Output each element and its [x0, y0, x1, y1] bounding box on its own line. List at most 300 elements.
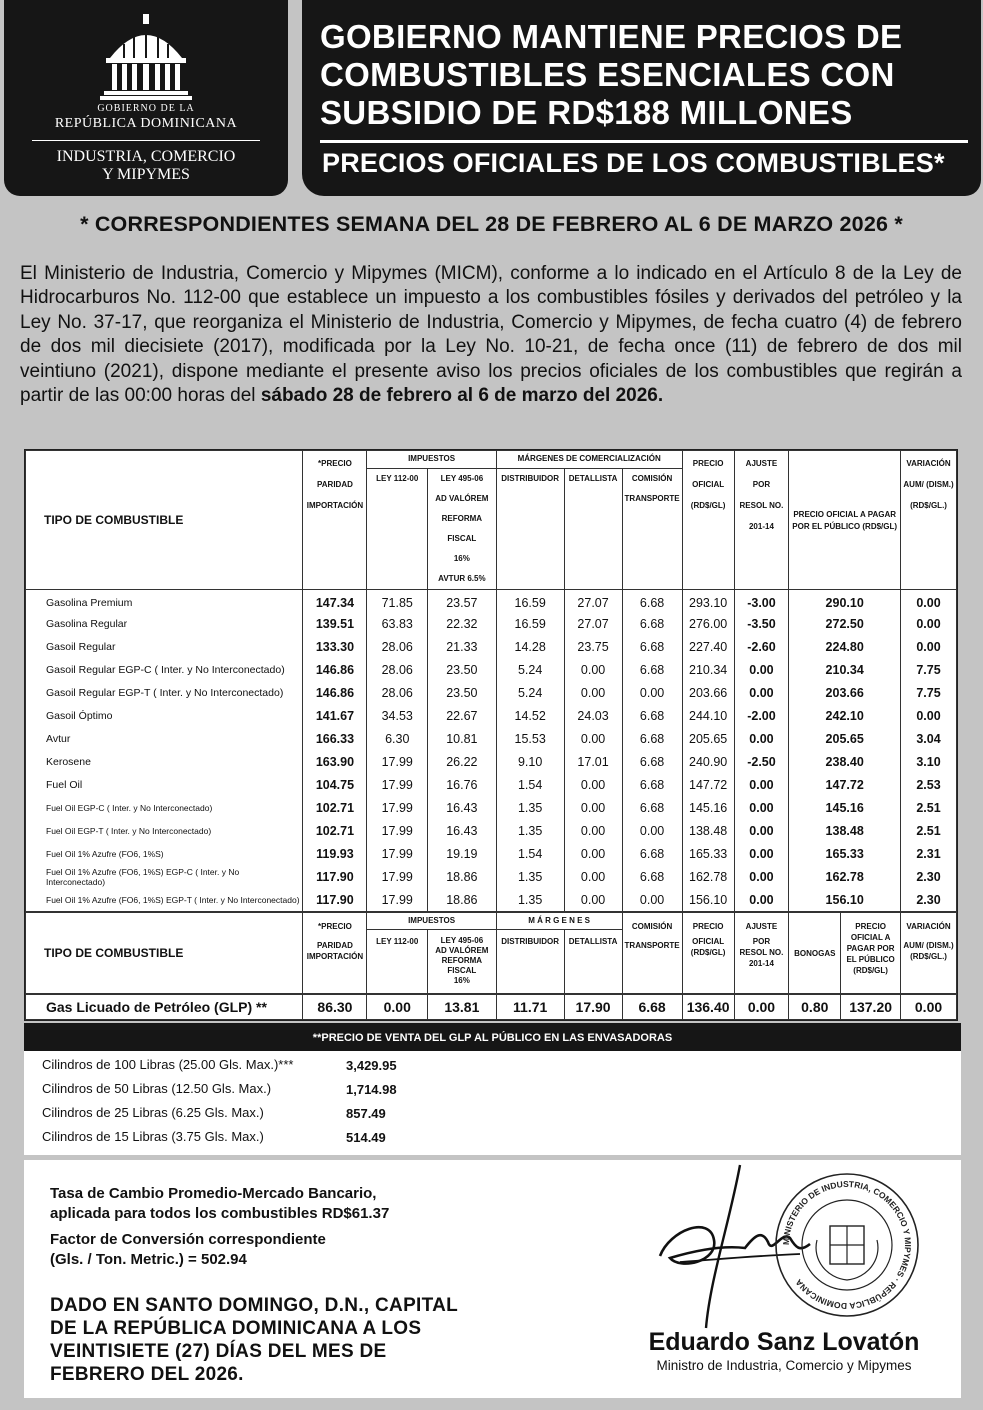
glp-col-header-variacion-line3: (RD$/GL.) [910, 951, 947, 961]
glp-ley112: 0.00 [367, 994, 428, 1020]
cell-oficial: 147.72 [682, 774, 734, 797]
glp-col-header-ajuste-line1: AJUSTE [745, 921, 778, 931]
cell-paridad: 117.90 [303, 866, 367, 889]
headline-divider [320, 140, 968, 143]
conversion-factor-line1: Factor de Conversión correspondiente [50, 1231, 326, 1248]
cell-detallista: 0.00 [564, 682, 622, 705]
fuel-price-table [24, 449, 958, 1021]
table-row [26, 774, 957, 797]
cell-ley495: 23.50 [428, 659, 497, 682]
cell-ley495: 18.86 [428, 889, 497, 912]
table-row [26, 820, 957, 843]
cell-detallista: 0.00 [564, 820, 622, 843]
fuel-name: Gasoil Óptimo [26, 705, 303, 728]
table-row [26, 590, 957, 613]
cell-detallista: 0.00 [564, 774, 622, 797]
cell-distribuidor: 9.10 [496, 751, 564, 774]
cell-variacion: 2.30 [901, 866, 957, 889]
col-header-ajuste-line1: AJUSTE [745, 459, 778, 468]
cell-detallista: 27.07 [564, 590, 622, 613]
fuel-name: Fuel Oil 1% Azufre (FO6, 1%S) [26, 843, 303, 866]
col-header-comision-line1: COMISIÓN [631, 474, 673, 483]
glp-col-header-margenes: M Á R G E N E S [496, 912, 622, 930]
cell-comision: 6.68 [622, 590, 682, 613]
conversion-factor-note [50, 1230, 326, 1270]
cell-paridad: 166.33 [303, 728, 367, 751]
glp-ajuste: 0.00 [734, 994, 789, 1020]
cell-comision: 0.00 [622, 889, 682, 912]
cell-publico: 272.50 [789, 613, 901, 636]
issued-line2: DE LA REPÚBLICA DOMINICANA A LOS [50, 1318, 422, 1339]
cell-detallista: 23.75 [564, 636, 622, 659]
cylinder-price-box [24, 1023, 961, 1155]
cell-oficial: 138.48 [682, 820, 734, 843]
cell-publico: 156.10 [789, 889, 901, 912]
cell-distribuidor: 1.54 [496, 774, 564, 797]
cell-ajuste: 0.00 [734, 659, 789, 682]
col-header-impuestos: IMPUESTOS [367, 451, 496, 469]
fuel-name: Fuel Oil 1% Azufre (FO6, 1%S) EGP-T ( Inter. y No Interconectado) [26, 889, 303, 912]
cell-oficial: 293.10 [682, 590, 734, 613]
col-header-detallista: DETALLISTA [564, 469, 622, 590]
cell-variacion: 0.00 [901, 636, 957, 659]
cell-ley112: 28.06 [367, 636, 428, 659]
cell-paridad: 139.51 [303, 613, 367, 636]
fuel-name: Fuel Oil EGP-T ( Inter. y No Interconectado) [26, 820, 303, 843]
glp-row [26, 994, 957, 1020]
cell-paridad: 133.30 [303, 636, 367, 659]
cell-ley112: 17.99 [367, 866, 428, 889]
cell-publico: 290.10 [789, 590, 901, 613]
cell-publico: 238.40 [789, 751, 901, 774]
cell-detallista: 0.00 [564, 659, 622, 682]
cylinder-list [24, 1051, 961, 1155]
fuel-name: Kerosene [26, 751, 303, 774]
cell-publico: 210.34 [789, 659, 901, 682]
fuel-name: Fuel Oil EGP-C ( Inter. y No Interconectado) [26, 797, 303, 820]
cell-ley112: 17.99 [367, 889, 428, 912]
fuel-name: Gasolina Premium [26, 590, 303, 613]
cell-publico: 203.66 [789, 682, 901, 705]
cell-distribuidor: 5.24 [496, 659, 564, 682]
exchange-rate-line1: Tasa de Cambio Promedio-Mercado Bancario, [50, 1185, 377, 1202]
signer-role: Ministro de Industria, Comercio y Mipymes [656, 1358, 912, 1373]
subtitle: PRECIOS OFICIALES DE LOS COMBUSTIBLES* [322, 148, 945, 178]
glp-col-header-ley495-line5: 16% [453, 976, 470, 985]
cell-distribuidor: 1.35 [496, 866, 564, 889]
cylinder-label: Cilindros de 50 Libras (12.50 Gls. Max.) [42, 1081, 272, 1096]
cell-paridad: 147.34 [303, 590, 367, 613]
list-item [24, 1099, 961, 1123]
glp-col-header-ley495-line3: REFORMA [441, 956, 483, 965]
glp-comision: 6.68 [622, 994, 682, 1020]
cell-ley495: 19.19 [428, 843, 497, 866]
cell-paridad: 119.93 [303, 843, 367, 866]
cell-oficial: 244.10 [682, 705, 734, 728]
glp-col-header-paridad-line3: IMPORTACIÓN [306, 951, 364, 961]
cell-distribuidor: 1.35 [496, 797, 564, 820]
col-header-ajuste [734, 451, 789, 590]
cell-comision: 6.68 [622, 866, 682, 889]
cell-paridad: 104.75 [303, 774, 367, 797]
cell-ajuste: 0.00 [734, 797, 789, 820]
cell-publico: 242.10 [789, 705, 901, 728]
cell-variacion: 2.30 [901, 889, 957, 912]
cell-ajuste: 0.00 [734, 774, 789, 797]
fuel-name: Gasoil Regular [26, 636, 303, 659]
cell-variacion: 7.75 [901, 659, 957, 682]
glp-col-header-variacion-line2: AUM/ (DISM.) [903, 940, 954, 950]
glp-distribuidor: 11.71 [496, 994, 564, 1020]
cell-paridad: 163.90 [303, 751, 367, 774]
headline [320, 18, 970, 132]
week-banner: * CORRESPONDIENTES SEMANA DEL 28 DE FEBRERO AL 6 DE MARZO 2026 * [80, 212, 903, 236]
col-header-oficial-line2: OFICIAL [692, 480, 725, 489]
cell-publico: 165.33 [789, 843, 901, 866]
cell-ley112: 34.53 [367, 705, 428, 728]
cell-ley495: 16.43 [428, 820, 497, 843]
signer-name: Eduardo Sanz Lovatón [648, 1328, 920, 1356]
list-item [24, 1075, 961, 1099]
ministry-label-line1: INDUSTRIA, COMERCIO [56, 148, 236, 165]
cell-distribuidor: 1.54 [496, 843, 564, 866]
glp-col-header-variacion [901, 912, 957, 994]
cell-variacion: 0.00 [901, 590, 957, 613]
cell-ley112: 17.99 [367, 751, 428, 774]
table-row [26, 866, 957, 889]
glp-col-header-oficial-line3: (RD$/GL) [690, 947, 726, 957]
cell-oficial: 145.16 [682, 797, 734, 820]
glp-col-header-ley495-line4: FISCAL [447, 966, 477, 975]
glp-col-header-paridad [303, 912, 367, 994]
glp-col-header-paridad-line1: *PRECIO [318, 921, 352, 931]
exchange-rate-line2: aplicada para todos los combustibles RD$61.37 [50, 1205, 390, 1222]
cell-publico: 145.16 [789, 797, 901, 820]
headline-line3: SUBSIDIO DE RD$188 MILLONES [320, 94, 853, 131]
cylinder-label: Cilindros de 100 Libras (25.00 Gls. Max.)*** [42, 1057, 294, 1072]
cylinder-price: 514.49 [346, 1130, 386, 1145]
cell-oficial: 240.90 [682, 751, 734, 774]
glp-col-header-paridad-line2: PARIDAD [317, 940, 353, 950]
cell-comision: 6.68 [622, 774, 682, 797]
glp-col-header-distribuidor: DISTRIBUIDOR [496, 930, 564, 994]
intro-text: El Ministerio de Industria, Comercio y Mipymes (MICM), conforme a lo indicado en el Artículo 8 de la Ley de Hidrocarburos No. 112-00 que establece un impuesto a los combustibles fósiles y derivados del petróleo y la Ley No. 37-17, que reorganiza el Ministerio de Industria, Comercio y Mipymes, de fecha cuatro (4) de febrero de dos mil diecisiete (2017), modificada por la Ley No. 10-21, de fecha once (11) de febrero de dos mil veintiuno (2021), dispone mediante el presente aviso los precios oficiales de los combustibles que regirán a partir de las 00:00 horas del [20, 263, 962, 407]
glp-col-header-bonogas: BONOGAS [789, 912, 841, 994]
cell-oficial: 162.78 [682, 866, 734, 889]
table-row [26, 889, 957, 912]
col-header-variacion-line2: AUM/ (DISM.) [903, 480, 954, 489]
cell-paridad: 146.86 [303, 682, 367, 705]
cell-detallista: 0.00 [564, 889, 622, 912]
cell-ley495: 16.43 [428, 797, 497, 820]
glp-bonogas: 0.80 [789, 994, 841, 1020]
cell-publico: 162.78 [789, 866, 901, 889]
col-header-paridad-line1: *PRECIO [318, 459, 352, 468]
issued-line1: DADO EN SANTO DOMINGO, D.N., CAPITAL [50, 1295, 459, 1316]
glp-col-header-variacion-line1: VARIACIÓN [906, 921, 951, 931]
col-header-variacion [901, 451, 957, 590]
col-header-paridad [303, 451, 367, 590]
cell-publico: 205.65 [789, 728, 901, 751]
cell-distribuidor: 1.35 [496, 889, 564, 912]
conversion-factor-line2: (Gls. / Ton. Metric.) = 502.94 [50, 1251, 247, 1268]
cell-ajuste: -2.00 [734, 705, 789, 728]
glp-col-header-comision [622, 912, 682, 994]
cell-detallista: 17.01 [564, 751, 622, 774]
cell-comision: 6.68 [622, 636, 682, 659]
cell-paridad: 141.67 [303, 705, 367, 728]
headline-line2: COMBUSTIBLES ESENCIALES CON [320, 56, 895, 93]
glp-col-header-ley495-line1: LEY 495-06 [440, 936, 484, 945]
cell-variacion: 3.10 [901, 751, 957, 774]
table-row [26, 613, 957, 636]
header [0, 0, 983, 200]
cylinder-price: 3,429.95 [346, 1058, 397, 1073]
cell-ley112: 6.30 [367, 728, 428, 751]
issued-statement [50, 1294, 550, 1386]
ministry-seal-icon [772, 1170, 922, 1320]
cell-distribuidor: 16.59 [496, 590, 564, 613]
cell-ley495: 22.67 [428, 705, 497, 728]
cell-ley112: 28.06 [367, 659, 428, 682]
cell-ajuste: -2.50 [734, 751, 789, 774]
cell-oficial: 227.40 [682, 636, 734, 659]
logo-panel [4, 0, 288, 196]
col-header-publico: PRECIO OFICIAL A PAGAR POR EL PÚBLICO (RD$/GL) [789, 451, 901, 590]
cell-distribuidor: 14.28 [496, 636, 564, 659]
glp-col-header-ley495-line2: AD VALÓREM [435, 946, 489, 955]
palace-dome-icon [100, 14, 192, 102]
footer [24, 1160, 961, 1398]
col-header-margenes: MÁRGENES DE COMERCIALIZACIÓN [496, 451, 682, 469]
glp-col-header-publico-line4: EL PÚBLICO [846, 954, 895, 964]
intro-bold-date: sábado 28 de febrero al 6 de marzo del 2026. [260, 385, 664, 407]
glp-detallista: 17.90 [564, 994, 622, 1020]
cylinder-label: Cilindros de 25 Libras (6.25 Gls. Max.) [42, 1105, 264, 1120]
glp-publico: 137.20 [841, 994, 901, 1020]
cell-publico: 147.72 [789, 774, 901, 797]
cell-detallista: 27.07 [564, 613, 622, 636]
cell-variacion: 2.51 [901, 820, 957, 843]
col-header-comision-line2: TRANSPORTE [624, 494, 680, 503]
col-header-ley112: LEY 112-00 [367, 469, 428, 590]
cell-ley112: 71.85 [367, 590, 428, 613]
col-header-ley495 [428, 469, 497, 590]
cell-publico: 224.80 [789, 636, 901, 659]
cell-ley112: 28.06 [367, 682, 428, 705]
cell-detallista: 0.00 [564, 866, 622, 889]
cell-comision: 6.68 [622, 613, 682, 636]
table-row [26, 636, 957, 659]
col-header-ajuste-line2: POR [752, 480, 771, 489]
cell-ajuste: 0.00 [734, 843, 789, 866]
glp-oficial: 136.40 [682, 994, 734, 1020]
table-row [26, 659, 957, 682]
glp-col-header-ajuste-line2: POR [752, 936, 771, 946]
glp-col-header-publico-line5: (RD$/GL) [853, 965, 888, 975]
cell-paridad: 102.71 [303, 820, 367, 843]
cylinder-title: **PRECIO DE VENTA DEL GLP AL PÚBLICO EN LAS ENVASADORAS [24, 1023, 961, 1051]
exchange-rate-note [50, 1184, 389, 1224]
glp-col-header-oficial [682, 912, 734, 994]
headline-line1: GOBIERNO MANTIENE PRECIOS DE [320, 18, 903, 55]
col-header-ley495-line1: LEY 495-06 [440, 474, 484, 483]
col-header-variacion-line3: (RD$/GL.) [910, 501, 947, 510]
cell-distribuidor: 14.52 [496, 705, 564, 728]
cell-ley495: 26.22 [428, 751, 497, 774]
issued-line4: FEBRERO DEL 2026. [50, 1364, 244, 1385]
fuel-name: Gasolina Regular [26, 613, 303, 636]
glp-paridad: 86.30 [303, 994, 367, 1020]
cell-distribuidor: 5.24 [496, 682, 564, 705]
headline-panel [302, 0, 981, 196]
glp-col-header-ley112: LEY 112-00 [367, 930, 428, 994]
glp-col-header-ajuste [734, 912, 789, 994]
ministry-label-line2: Y MIPYMES [102, 166, 190, 183]
cell-variacion: 2.51 [901, 797, 957, 820]
cell-paridad: 146.86 [303, 659, 367, 682]
cell-ajuste: 0.00 [734, 820, 789, 843]
table-row [26, 751, 957, 774]
cell-comision: 6.68 [622, 751, 682, 774]
cell-comision: 6.68 [622, 659, 682, 682]
cell-detallista: 24.03 [564, 705, 622, 728]
glp-col-header-detallista: DETALLISTA [564, 930, 622, 994]
cell-distribuidor: 15.53 [496, 728, 564, 751]
cell-ajuste: 0.00 [734, 682, 789, 705]
col-header-ley495-line5: AVTUR 6.5% [438, 574, 486, 583]
cell-comision: 6.68 [622, 705, 682, 728]
table-row [26, 797, 957, 820]
cell-ley495: 18.86 [428, 866, 497, 889]
col-header-ajuste-line3: RESOL NO. [739, 501, 784, 510]
col-header-oficial-line3: (RD$/GL) [690, 501, 726, 510]
fuel-name: Fuel Oil [26, 774, 303, 797]
logo-divider [32, 140, 260, 141]
cell-ley495: 23.50 [428, 682, 497, 705]
cell-oficial: 210.34 [682, 659, 734, 682]
cell-variacion: 7.75 [901, 682, 957, 705]
col-header-tipo: TIPO DE COMBUSTIBLE [26, 451, 303, 590]
cylinder-label: Cilindros de 15 Libras (3.75 Gls. Max.) [42, 1129, 264, 1144]
cell-comision: 6.68 [622, 797, 682, 820]
government-label-line1: GOBIERNO DE LA [97, 103, 195, 114]
cell-distribuidor: 1.35 [496, 820, 564, 843]
glp-variacion: 0.00 [901, 994, 957, 1020]
glp-col-header-publico-line3: PAGAR POR [846, 943, 895, 953]
cell-ley112: 17.99 [367, 774, 428, 797]
intro-paragraph [20, 262, 962, 408]
cell-publico: 138.48 [789, 820, 901, 843]
glp-ley495: 13.81 [428, 994, 497, 1020]
glp-col-header-ley495 [428, 930, 497, 994]
glp-col-header-oficial-line1: PRECIO [692, 921, 724, 931]
glp-col-header-publico [841, 912, 901, 994]
cell-ley112: 17.99 [367, 797, 428, 820]
table-row [26, 682, 957, 705]
col-header-distribuidor: DISTRIBUIDOR [496, 469, 564, 590]
cell-ley495: 10.81 [428, 728, 497, 751]
glp-col-header-ajuste-line4: 201-14 [748, 958, 774, 968]
cell-detallista: 0.00 [564, 843, 622, 866]
cell-ajuste: -3.50 [734, 613, 789, 636]
glp-col-header-tipo: TIPO DE COMBUSTIBLE [26, 912, 303, 994]
cell-ley112: 17.99 [367, 820, 428, 843]
cell-oficial: 156.10 [682, 889, 734, 912]
cell-variacion: 3.04 [901, 728, 957, 751]
cell-variacion: 2.53 [901, 774, 957, 797]
cell-ajuste: -3.00 [734, 590, 789, 613]
fuel-name: Avtur [26, 728, 303, 751]
cell-ajuste: 0.00 [734, 889, 789, 912]
cell-oficial: 276.00 [682, 613, 734, 636]
cell-paridad: 102.71 [303, 797, 367, 820]
fuel-name: Fuel Oil 1% Azufre (FO6, 1%S) EGP-C ( Inter. y No Interconectado) [26, 866, 303, 889]
cylinder-price: 1,714.98 [346, 1082, 397, 1097]
cell-ley112: 63.83 [367, 613, 428, 636]
glp-col-header-oficial-line2: OFICIAL [692, 936, 725, 946]
glp-col-header-comision-line2: TRANSPORTE [624, 940, 680, 950]
col-header-ley495-line4: 16% [453, 554, 470, 563]
fuel-name: Gasoil Regular EGP-T ( Inter. y No Interconectado) [26, 682, 303, 705]
cell-ajuste: 0.00 [734, 866, 789, 889]
cell-comision: 6.68 [622, 843, 682, 866]
cell-oficial: 205.65 [682, 728, 734, 751]
cell-detallista: 0.00 [564, 797, 622, 820]
col-header-ley495-line2: AD VALÓREM [435, 494, 489, 503]
glp-col-header-impuestos: IMPUESTOS [367, 912, 496, 930]
col-header-paridad-line3: IMPORTACIÓN [306, 501, 364, 510]
cell-variacion: 2.31 [901, 843, 957, 866]
cell-ley112: 17.99 [367, 843, 428, 866]
cell-paridad: 117.90 [303, 889, 367, 912]
table-row [26, 843, 957, 866]
list-item [24, 1123, 961, 1147]
col-header-paridad-line2: PARIDAD [317, 480, 353, 489]
glp-col-header-publico-line1: PRECIO [855, 921, 886, 931]
cell-ajuste: -2.60 [734, 636, 789, 659]
cell-variacion: 0.00 [901, 613, 957, 636]
cell-ley495: 22.32 [428, 613, 497, 636]
cell-comision: 0.00 [622, 682, 682, 705]
col-header-variacion-line1: VARIACIÓN [906, 459, 951, 468]
col-header-ajuste-line4: 201-14 [748, 522, 774, 531]
glp-name: Gas Licuado de Petróleo (GLP) ** [26, 994, 303, 1020]
seal-text: MINISTERIO DE INDUSTRIA, COMERCIO Y MIPYMES · REPÚBLICA DOMINICANA [780, 1178, 914, 1312]
cell-ley495: 16.76 [428, 774, 497, 797]
cell-oficial: 165.33 [682, 843, 734, 866]
cell-oficial: 203.66 [682, 682, 734, 705]
cylinder-price: 857.49 [346, 1106, 386, 1121]
table-row [26, 705, 957, 728]
list-item [24, 1051, 961, 1075]
fuel-name: Gasoil Regular EGP-C ( Inter. y No Interconectado) [26, 659, 303, 682]
cell-comision: 6.68 [622, 728, 682, 751]
col-header-oficial-line1: PRECIO [692, 459, 724, 468]
table-row [26, 728, 957, 751]
government-label-line2: REPÚBLICA DOMINICANA [54, 116, 238, 131]
cell-ajuste: 0.00 [734, 728, 789, 751]
cell-variacion: 0.00 [901, 705, 957, 728]
col-header-oficial [682, 451, 734, 590]
glp-col-header-comision-line1: COMISIÓN [631, 921, 673, 931]
cell-ley495: 23.57 [428, 590, 497, 613]
col-header-ley495-line3: REFORMA FISCAL [441, 514, 483, 543]
col-header-comision [622, 469, 682, 590]
glp-col-header-ajuste-line3: RESOL NO. [739, 947, 784, 957]
glp-col-header-publico-line2: OFICIAL A [850, 932, 891, 942]
cell-comision: 0.00 [622, 820, 682, 843]
